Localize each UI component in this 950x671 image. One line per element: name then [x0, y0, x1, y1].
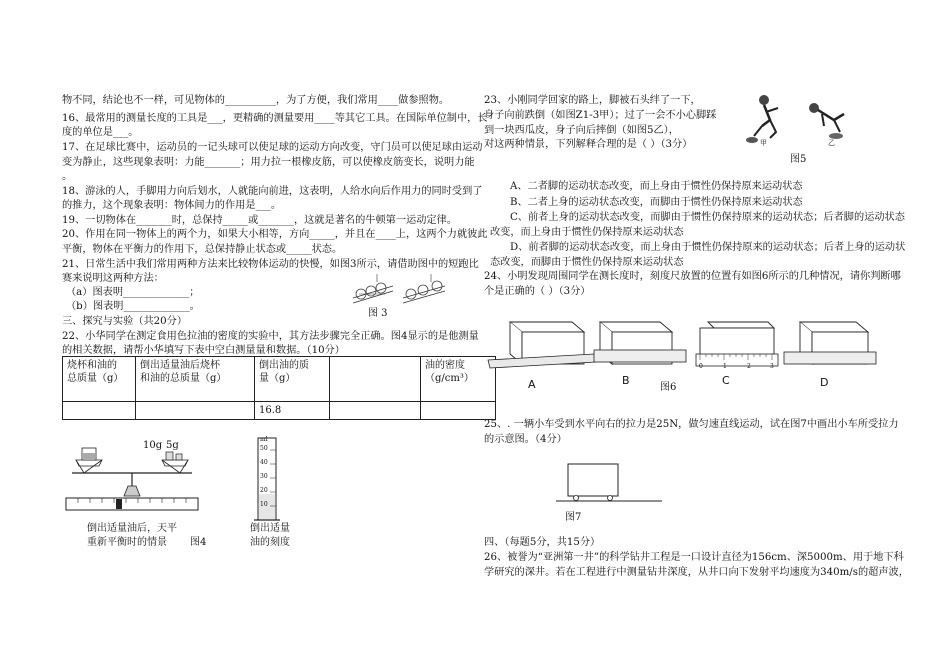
figure-4-label: 图4: [190, 537, 207, 548]
figure-6-label: 图6: [660, 382, 677, 393]
q15-text: 物不同，结论也不一样，可见物体的__________，为了方便，我们常用____做参照物。: [62, 95, 450, 106]
table-cell-blank[interactable]: [63, 402, 136, 420]
q26-text-cont: 学研究的深井。若在工程进行中测量钻井深度，从井口向下发射平均速度为340m/s的超声波，: [484, 567, 909, 578]
section-3-heading: 三、探究与实验（共20分）: [62, 316, 188, 327]
table-header-cell: [255, 357, 330, 402]
cylinder-tick-30: 30: [260, 473, 268, 480]
q25-text: 25、. 一辆小车受到水平向右的拉力是25N，做匀速直线运动，试在图7中画出小车所受拉力: [484, 419, 899, 430]
table-cell-blank[interactable]: [330, 402, 421, 420]
header-line: 总质量（g）: [67, 373, 124, 384]
table-row: [63, 402, 496, 420]
q22-data-table: [62, 356, 496, 420]
caption-line: 倒出适量油后，天平: [87, 523, 177, 534]
cylinder-tick-20: 20: [260, 487, 268, 494]
q21-text: 21、日常生活中我们常用两种方法来比较物体运动的快慢，如图3所示，请借助图中的短跑比: [62, 259, 479, 270]
q23-text-cont: 身子向前跌倒（如图Z1-3甲）；过了一会不小心脚踩: [484, 110, 717, 121]
header-line: 油的密度: [425, 360, 465, 371]
q20-text: 20、作用在同一物体上的两个力，如果大小相等，方向_____，并且在____上，这两个力就彼此: [62, 229, 488, 240]
cylinder-caption: [250, 522, 290, 550]
q17-text-cont: 变为静止，这些现象表明：力能_______；用力拉一根橡皮筋，可以使橡皮筋变长，说明力能: [62, 157, 475, 168]
figure-3-label: 图 3: [368, 308, 388, 319]
q21-text-cont: 赛来说明这两种方法：: [62, 273, 164, 284]
q23-text: 23、小刚同学回家的路上，脚被石头绊了一下，: [484, 95, 701, 106]
q21-answer-a: （a）图表明_____________；: [66, 287, 200, 298]
caption-line: 油的刻度: [250, 537, 290, 548]
ruler-number-3: 3: [770, 363, 774, 370]
figure-3-race-diagram: [345, 272, 455, 312]
figure-6-option-a: A: [528, 378, 536, 391]
cylinder-tick-50: 50: [260, 445, 268, 452]
weight-5g-label: 5g: [166, 440, 179, 451]
q22-text-cont: 的相关数据，请帮小华填写下表中空白测量量和数据。（10分）: [62, 345, 345, 356]
header-line: 倒出油的质: [259, 360, 309, 371]
table-header-cell-blank[interactable]: [330, 357, 421, 402]
table-cell-blank[interactable]: [136, 402, 255, 420]
q20-text-cont: 平衡，物体在平衡力的作用下，总保持静止状态或_____状态。: [62, 244, 343, 255]
figure-5-label: 图5: [790, 154, 807, 165]
figure-6-option-c: C: [722, 374, 730, 387]
q17-text: 17、在足球比赛中，运动员的一记头球可以使足球的运动方向改变，守门员可以使足球由运动: [62, 142, 483, 153]
q22-text: 22、小华同学在测定食用色拉油的密度的实验中，其方法步骤完全正确。图4显示的是他测量: [62, 331, 479, 342]
ruler-number-1: 1: [723, 363, 727, 370]
figure-6-option-d: D: [820, 376, 829, 389]
q18-text-cont: 的推力，这个现象表明：物体间力的作用是___。: [62, 200, 282, 211]
section-4-heading: 四、（每题5分，共15分）: [484, 537, 601, 548]
cylinder-tick-40: 40: [260, 459, 268, 466]
q16-text: 16、最常用的测量长度的工具是___，更精确的测量要用____等其它工具。在国际单位制中，长: [62, 113, 488, 124]
figure-7-cart: [556, 460, 666, 506]
table-header-cell: [136, 357, 255, 402]
weight-10g-label: 10g: [143, 440, 163, 451]
cylinder-tick-10: 10: [260, 501, 268, 508]
q26-text: 26、被誉为“亚洲第一井”的科学钻井工程是一口设计直径为156cm、深5000m、用于地下科: [484, 552, 904, 563]
header-line: （g/cm³）: [425, 373, 474, 384]
caption-line: 重新平衡时的情景: [87, 537, 167, 548]
q17-text-end: 。: [62, 171, 73, 182]
ruler-number-2: 2: [747, 363, 751, 370]
option-c-cont: 改变，而上身由于惯性仍保持原来运动状态: [490, 227, 684, 238]
option-d-cont: 态改变，而脚由于惯性仍保持原来运动状态: [490, 257, 684, 268]
q23-text-cont2: 到一块西瓜皮，身子向后摔倒（如图5乙），: [484, 125, 679, 136]
q19-text: 19、一切物体在_______时，总保持_____或_______，这就是著名的牛顿第一运动定律。: [62, 215, 457, 226]
q18-text: 18、游泳的人，手脚用力向后划水，人就能向前进，这表明，人给水向后作用力的同时受到了: [62, 186, 483, 197]
figure-6-option-b: B: [622, 374, 630, 387]
table-cell-blank[interactable]: [421, 402, 496, 420]
figure-5-tag-a: 甲: [760, 139, 767, 147]
option-c: C、前者上身的运动状态改变，而脚由于惯性仍保持原来的运动状态；后者脚的运动状态: [510, 212, 905, 223]
q24-text: 24、小明发现周围同学在测长度时，刻度尺放置的位置有如图6所示的几种情况，请你判断哪: [484, 271, 901, 282]
figure-4-balance: [62, 440, 202, 520]
option-b: B、二者上身的运动状态改变，而脚由于惯性仍保持原来运动状态: [510, 197, 803, 208]
q23-text-end: 对这两种情景，下列解释合理的是（ ）（3分）: [484, 139, 693, 150]
option-a: A、二者脚的运动状态改变，而上身由于惯性仍保持原来运动状态: [510, 181, 803, 192]
ruler-number-0: 0: [699, 363, 703, 370]
q21-answer-b: （b）图表明_____________。: [66, 301, 200, 312]
header-line: 量（g）: [259, 373, 296, 384]
q24-text-cont: 个是正确的（ ）（3分）: [484, 286, 591, 297]
table-header-row: [63, 357, 496, 402]
figure-6-ruler-placements: [484, 318, 879, 376]
header-line: 倒出适量油后烧杯: [140, 360, 220, 371]
table-cell-value: 16.8: [255, 402, 330, 420]
option-d: D、前者脚的运动状态改变，而上身由于惯性仍保持原来的运动状态；后者上身的运动状: [510, 242, 906, 253]
q25-text-cont: 的示意图。（4分）: [484, 434, 567, 445]
cylinder-unit-label: ml: [260, 436, 268, 443]
header-line: 烧杯和油的: [67, 360, 117, 371]
header-line: 和油的总质量（g）: [140, 373, 227, 384]
balance-caption: [87, 522, 177, 550]
table-header-cell: [63, 357, 136, 402]
figure-7-label: 图7: [565, 512, 582, 523]
figure-5-tag-b: 乙: [828, 139, 835, 147]
q16-text-cont: 度的单位是___。: [62, 127, 139, 138]
caption-line: 倒出适量: [250, 523, 290, 534]
